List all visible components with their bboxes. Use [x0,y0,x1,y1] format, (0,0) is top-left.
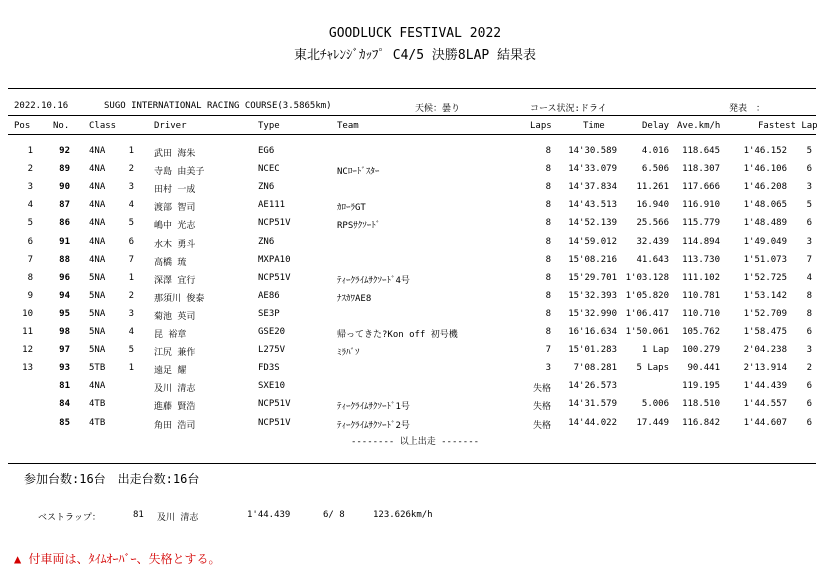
cell-cpos: 2 [128,164,134,175]
cell-type: AE111 [258,200,286,211]
cell-fll: 4 [806,272,812,283]
cell-no: 95 [59,308,70,319]
cell-pos: 10 [22,308,33,319]
meta-condition: コース状況:ドライ [530,104,607,114]
cell-laps: 失格 [532,420,551,431]
cell-cpos: 7 [128,254,134,265]
cell-no: 94 [59,290,70,301]
cell-fl: 1'58.475 [743,327,787,337]
cell-no: 84 [59,399,70,410]
footnote: ▲ 付車両は、ﾀｲﾑｵｰﾊﾞｰ、失格とする。 [14,552,221,566]
cell-no: 96 [59,272,70,283]
table-row [0,146,830,164]
cell-cls: 5NA [89,345,106,356]
best-lap-driver: 及川 清志 [157,513,199,523]
cell-cls: 5NA [89,290,106,301]
cell-cls: 4NA [89,182,106,193]
cell-cpos: 1 [128,363,134,374]
cell-delay: 5.006 [641,399,669,410]
cell-fll: 2 [806,363,812,374]
cell-cls: 4NA [89,200,106,211]
cell-avg: 115.779 [682,218,720,229]
cell-type: EG6 [258,146,275,156]
cell-time: 14'26.573 [568,381,617,392]
best-lap-no: 81 [133,510,144,520]
cell-pos: 11 [22,327,33,337]
cell-pos: 7 [27,254,33,265]
cell-driver: 深澤 宜行 [154,275,196,286]
title-line2: 東北ﾁｬﾚﾝｼﾞｶｯﾌﾟ C4/5 決勝8LAP 結果表 [293,48,537,63]
cell-fl: 1'49.049 [743,236,787,247]
cell-type: L275V [258,345,286,356]
cell-fll: 5 [806,146,812,156]
cell-fl: 1'51.073 [743,254,787,265]
cell-no: 85 [59,417,70,428]
cell-cls: 5TB [89,363,106,374]
cell-delay: 5 Laps [636,363,669,374]
col-fastest: Fastest Lap [758,121,818,131]
cell-fl: 2'04.238 [743,345,787,356]
title-line1: GOODLUCK FESTIVAL 2022 [328,26,502,41]
cell-fll: 8 [806,308,812,319]
cell-laps: 8 [545,327,551,337]
cell-delay: 32.439 [636,236,669,247]
cell-delay: 6.506 [641,164,669,175]
cell-driver: 江尻 兼作 [154,348,196,359]
cell-cls: 4NA [89,381,106,392]
cell-no: 93 [59,363,70,374]
cell-avg: 116.910 [682,200,720,211]
meta-announce: 発表 ： [729,104,766,114]
best-lap-speed: 123.626km/h [373,510,433,520]
cell-driver: 角田 浩司 [154,420,196,431]
cell-laps: 8 [545,254,551,265]
cell-avg: 110.710 [682,308,720,319]
col-team: Team [337,121,359,131]
cell-team: ﾃｨｰｸﾗｲﾑｻｸｿｰﾄﾞ2号 [337,420,410,431]
cell-fll: 3 [806,182,812,193]
cell-fl: 1'46.152 [743,146,787,156]
cell-no: 91 [59,236,70,247]
cell-type: ZN6 [258,236,275,247]
cell-driver: 進藤 賢浩 [154,402,196,413]
cell-driver: 水木 勇斗 [154,239,196,250]
col-time: Time [583,121,605,131]
cell-pos: 9 [27,290,33,301]
cell-fll: 6 [806,381,812,392]
cell-fl: 2'13.914 [743,363,787,374]
cell-fll: 5 [806,200,812,211]
cell-fl: 1'48.489 [743,218,787,229]
cell-driver: 菊池 英司 [154,311,196,322]
cell-cpos: 3 [128,308,134,319]
cell-team: RPSｻｸｿｰﾄﾞ [337,221,381,232]
best-lap-lap: 6/ 8 [323,510,345,520]
cell-laps: 8 [545,236,551,247]
cell-cls: 4NA [89,218,106,229]
cell-type: NCP51V [258,272,291,283]
cell-avg: 118.307 [682,164,720,175]
best-lap-label: ベストラップ： [38,513,101,523]
cell-time: 14'31.579 [568,399,617,410]
cell-no: 92 [59,146,70,156]
table-row [0,291,830,309]
table-row [0,345,830,363]
cell-no: 87 [59,200,70,211]
cell-driver: 嶋中 光志 [154,221,196,232]
cell-fll: 7 [806,254,812,265]
cell-time: 15'32.393 [568,290,617,301]
cell-team: 帰ってきた?Kon off 初号機 [337,330,458,340]
cell-team: ﾃｨｰｸﾗｲﾑｻｸｿｰﾄﾞ1号 [337,402,410,413]
cell-laps: 失格 [532,402,551,413]
col-avg: Ave.km/h [677,121,721,131]
table-row [0,381,830,399]
cell-type: MXPA10 [258,254,291,265]
cell-cpos: 5 [128,218,134,229]
cell-fll: 8 [806,290,812,301]
cell-laps: 失格 [532,384,551,395]
cell-avg: 117.666 [682,182,720,193]
cell-fll: 6 [806,399,812,410]
col-delay: Delay [642,121,670,131]
cell-team: ｶﾛｰﾗGT [337,203,366,214]
cell-avg: 110.781 [682,290,720,301]
cell-type: AE86 [258,290,280,301]
meta-date: 2022.10.16 [14,101,69,111]
cell-fll: 3 [806,236,812,247]
cell-avg: 119.195 [682,381,720,392]
cell-avg: 113.730 [682,254,720,265]
cell-delay: 16.940 [636,200,669,211]
cell-laps: 8 [545,146,551,156]
cell-type: SXE10 [258,381,286,392]
cell-driver: 田村 一成 [154,185,196,196]
cell-pos: 5 [27,218,33,229]
cell-fl: 1'53.142 [743,290,787,301]
cell-cls: 4NA [89,164,106,175]
cell-fl: 1'44.607 [743,417,787,428]
cell-time: 14'37.834 [568,182,617,193]
cell-team: ﾅｽｶﾜAE8 [337,293,372,304]
cell-fl: 1'46.106 [743,164,787,175]
cell-cls: 4NA [89,146,106,156]
summary-divider [8,463,816,464]
table-row [0,182,830,200]
cell-driver: 高橋 琉 [154,257,187,268]
cell-pos: 13 [22,363,33,374]
cell-type: NCP51V [258,417,291,428]
cell-cpos: 1 [128,146,134,156]
cell-time: 14'59.012 [568,236,617,247]
table-row [0,399,830,417]
cell-laps: 8 [545,182,551,193]
cell-driver: 武田 海朱 [154,149,196,159]
cell-time: 15'29.701 [568,272,617,283]
cell-cpos: 4 [128,327,134,337]
cell-pos: 3 [27,182,33,193]
cell-driver: 寺島 由美子 [154,167,205,178]
table-row [0,327,830,345]
cell-type: FD3S [258,363,280,374]
table-row [0,255,830,273]
cell-cls: 5NA [89,327,106,337]
cell-laps: 8 [545,272,551,283]
table-row [0,200,830,218]
cell-driver: 渡部 智司 [154,203,196,214]
cell-laps: 8 [545,218,551,229]
cell-cpos: 3 [128,182,134,193]
header-bottom-divider [8,134,816,135]
cell-time: 14'43.513 [568,200,617,211]
cell-laps: 7 [545,345,551,356]
cell-driver: 及川 清志 [154,384,196,395]
cell-laps: 8 [545,290,551,301]
table-row [0,363,830,381]
header-top-divider [8,115,816,116]
cell-team: ﾃｨｰｸﾗｲﾑｻｸｿｰﾄﾞ4号 [337,275,410,286]
cell-cpos: 1 [128,272,134,283]
cell-fll: 6 [806,327,812,337]
cell-fll: 6 [806,417,812,428]
cell-no: 81 [59,381,70,392]
cell-avg: 100.279 [682,345,720,356]
cell-cls: 4TB [89,417,106,428]
cell-fll: 6 [806,218,812,229]
cell-delay: 25.566 [636,218,669,229]
cell-no: 90 [59,182,70,193]
cell-pos: 1 [27,146,33,156]
cell-avg: 116.842 [682,417,720,428]
cell-avg: 90.441 [687,363,720,374]
col-driver: Driver [154,121,187,131]
cell-cpos: 4 [128,200,134,211]
col-type: Type [258,121,280,131]
cell-laps: 8 [545,308,551,319]
cell-delay: 4.016 [641,146,669,156]
col-class: Class [89,121,117,131]
cell-fl: 1'52.709 [743,308,787,319]
cell-driver: 那須川 俊泰 [154,293,205,304]
cell-pos: 6 [27,236,33,247]
cell-delay: 11.261 [636,182,669,193]
cell-avg: 114.894 [682,236,720,247]
cell-cls: 4NA [89,236,106,247]
cell-laps: 8 [545,200,551,211]
cell-time: 14'33.079 [568,164,617,175]
cell-driver: 遠足 耀 [154,366,187,377]
meta-course: SUGO INTERNATIONAL RACING COURSE(3.5865km) [104,101,332,111]
cell-fll: 6 [806,164,812,175]
cell-no: 89 [59,164,70,175]
cell-type: NCEC [258,164,280,175]
cell-time: 14'44.022 [568,417,617,428]
cell-time: 14'52.139 [568,218,617,229]
cell-time: 14'30.589 [568,146,617,156]
cell-fl: 1'44.439 [743,381,787,392]
cell-delay: 1'50.061 [625,327,669,337]
col-laps: Laps [530,121,552,131]
cell-no: 98 [59,327,70,337]
cell-fl: 1'48.065 [743,200,787,211]
cell-delay: 1 Lap [641,345,669,356]
table-row [0,273,830,291]
cell-avg: 118.510 [682,399,720,410]
cell-no: 88 [59,254,70,265]
cell-time: 15'32.990 [568,308,617,319]
col-pos: Pos [14,121,31,131]
cell-delay: 1'03.128 [625,272,669,283]
cell-avg: 105.762 [682,327,720,337]
table-row [0,237,830,255]
cell-cpos: 6 [128,236,134,247]
cell-delay: 1'05.820 [625,290,669,301]
cell-fl: 1'46.208 [743,182,787,193]
cell-driver: 昆 裕章 [154,330,187,340]
best-lap-time: 1'44.439 [247,510,291,520]
cell-time: 15'01.283 [568,345,617,356]
cell-time: 16'16.634 [568,327,617,337]
cell-pos: 12 [22,345,33,356]
cell-cpos: 2 [128,290,134,301]
cell-avg: 118.645 [682,146,720,156]
cell-fl: 1'52.725 [743,272,787,283]
cell-type: GSE20 [258,327,286,337]
top-divider [8,88,816,89]
table-row [0,164,830,182]
meta-weather: 天候：曇り [415,104,461,114]
table-row [0,218,830,236]
table-row [0,418,830,436]
cell-laps: 3 [545,363,551,374]
cell-pos: 8 [27,272,33,283]
cell-fl: 1'44.557 [743,399,787,410]
col-no: No. [53,121,70,131]
cell-type: ZN6 [258,182,275,193]
cell-avg: 111.102 [682,272,720,283]
cell-time: 7'08.281 [573,363,617,374]
cell-cls: 4NA [89,254,106,265]
cell-type: NCP51V [258,399,291,410]
cell-team: NCﾛｰﾄﾞｽﾀｰ [337,167,380,178]
cell-type: NCP51V [258,218,291,229]
cell-time: 15'08.216 [568,254,617,265]
cell-cpos: 5 [128,345,134,356]
table-row [0,309,830,327]
entry-summary: 参加台数:16台 出走台数:16台 [24,472,200,486]
cell-no: 86 [59,218,70,229]
cell-team: ﾐﾗﾊﾞｿ [337,348,360,359]
cell-laps: 8 [545,164,551,175]
cell-fll: 3 [806,345,812,356]
cell-pos: 2 [27,164,33,175]
end-marker: -------- 以上出走 ------- [350,437,480,447]
cell-cls: 4TB [89,399,106,410]
cell-delay: 17.449 [636,417,669,428]
cell-no: 97 [59,345,70,356]
cell-delay: 1'06.417 [625,308,669,319]
cell-pos: 4 [27,200,33,211]
cell-cls: 5NA [89,308,106,319]
cell-type: SE3P [258,308,280,319]
cell-delay: 41.643 [636,254,669,265]
cell-cls: 5NA [89,272,106,283]
